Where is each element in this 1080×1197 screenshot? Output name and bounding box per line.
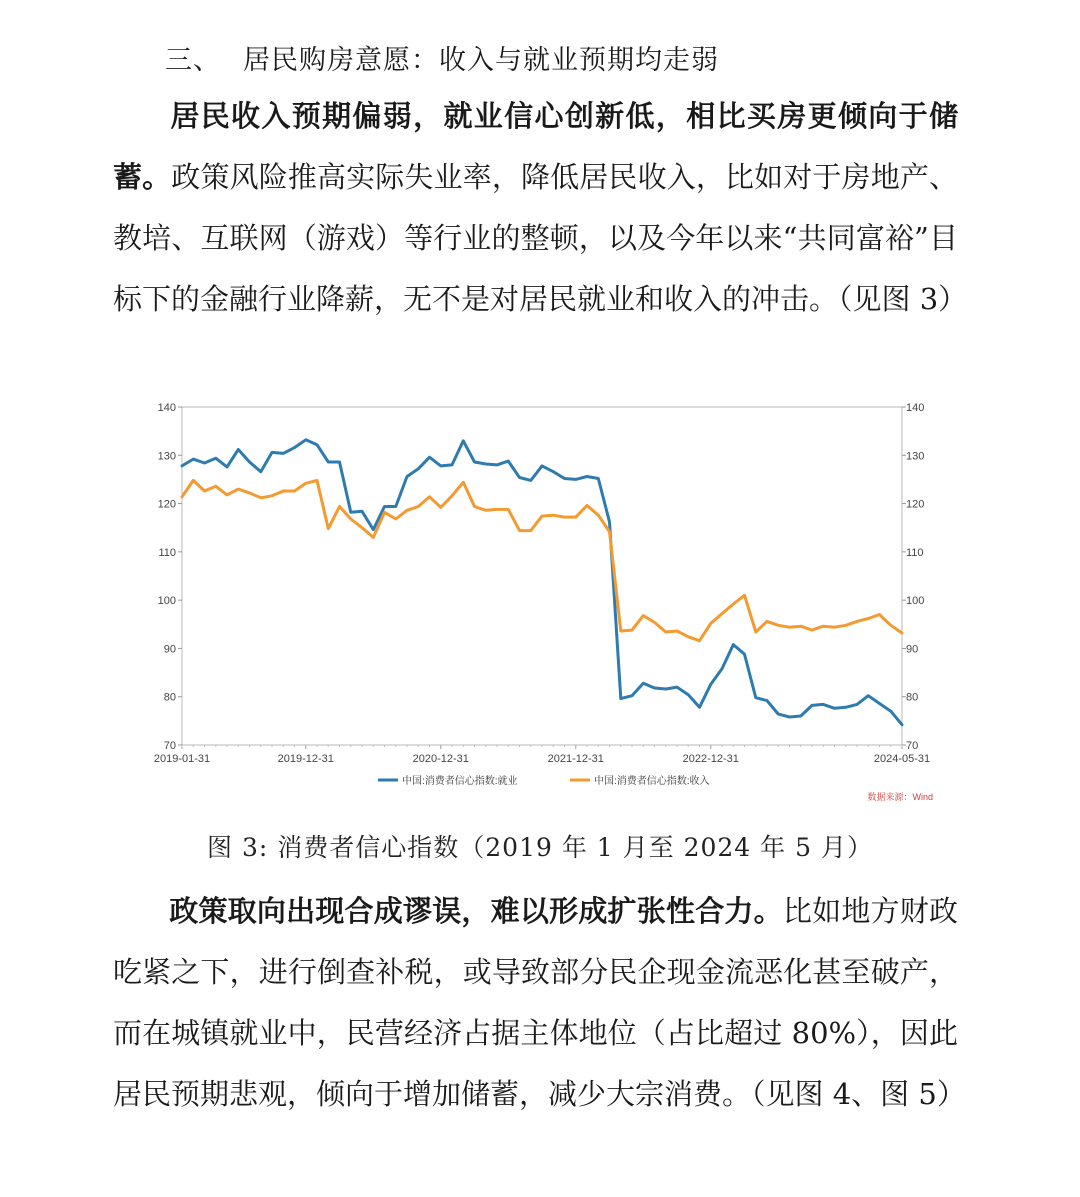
y-tick-label-right: 140 <box>906 402 925 414</box>
x-tick-label: 2019-01-31 <box>153 753 211 765</box>
x-tick-label: 2021-12-31 <box>547 753 604 765</box>
y-tick-label-right: 100 <box>906 595 925 608</box>
employment-series-line <box>182 440 902 725</box>
section-title: 居民购房意愿：收入与就业预期均走弱 <box>243 45 719 76</box>
paragraph-lead-bold: 政策取向出现合成谬误，难以形成扩张性合力。 <box>169 894 783 928</box>
y-tick-label-left: 90 <box>163 643 176 656</box>
data-source-label: 数据来源：Wind <box>867 792 933 802</box>
consumer-confidence-chart <box>140 392 950 812</box>
x-tick-label: 2019-12-31 <box>277 753 334 765</box>
y-tick-label-left: 130 <box>157 450 176 463</box>
y-tick-label-right: 130 <box>906 450 925 463</box>
y-tick-label-right: 120 <box>906 498 925 511</box>
paragraph-policy-fallacy <box>113 881 966 1125</box>
y-tick-label-right: 110 <box>906 546 924 559</box>
x-tick-label: 2020-12-31 <box>412 753 469 765</box>
section-number: 三、 <box>165 45 221 76</box>
x-tick-label: 2024-05-31 <box>873 753 931 765</box>
section-heading <box>165 38 719 77</box>
income-series-line <box>182 480 902 640</box>
y-tick-label-right: 70 <box>906 740 919 752</box>
y-tick-label-right: 80 <box>906 691 919 704</box>
y-tick-label-left: 140 <box>157 402 176 414</box>
y-tick-label-left: 120 <box>157 498 176 511</box>
paragraph-lead-bold: 居民收入预期偏弱，就业信心创新低，相比买房更倾向于储蓄。 <box>113 99 958 194</box>
figure-caption: 图 3: 消费者信心指数（2019 年 1 月至 2024 年 5 月） <box>207 833 873 862</box>
paragraph-body: 政策风险推高实际失业率，降低居民收入，比如对于房地产、教培、互联网（游戏）等行业的整顿，以及今年以来“共同富裕”目标下的金融行业降薪，无不是对居民就业和收入的冲击。（见图 3） <box>113 160 968 316</box>
y-tick-label-left: 70 <box>163 740 176 752</box>
y-tick-label-left: 110 <box>158 546 176 559</box>
paragraph-body: 比如地方财政吃紧之下，进行倒查补税，或导致部分民企现金流恶化甚至破产，而在城镇就业中，民营经济占据主体地位（占比超过 80%），因此居民预期悲观，倾向于增加储蓄，减少大宗消费。（见图 4、图 5） <box>113 894 966 1111</box>
paragraph-income-expectation <box>113 86 968 330</box>
x-tick-label: 2022-12-31 <box>682 753 739 765</box>
chart-svg <box>140 392 950 812</box>
y-tick-label-left: 100 <box>157 595 176 608</box>
legend-label: 中国:消费者信心指数:就业 <box>402 776 518 787</box>
plot-frame <box>182 407 902 745</box>
y-tick-label-left: 80 <box>163 691 176 704</box>
legend-label: 中国:消费者信心指数:收入 <box>594 776 710 787</box>
y-tick-label-right: 90 <box>906 643 919 656</box>
